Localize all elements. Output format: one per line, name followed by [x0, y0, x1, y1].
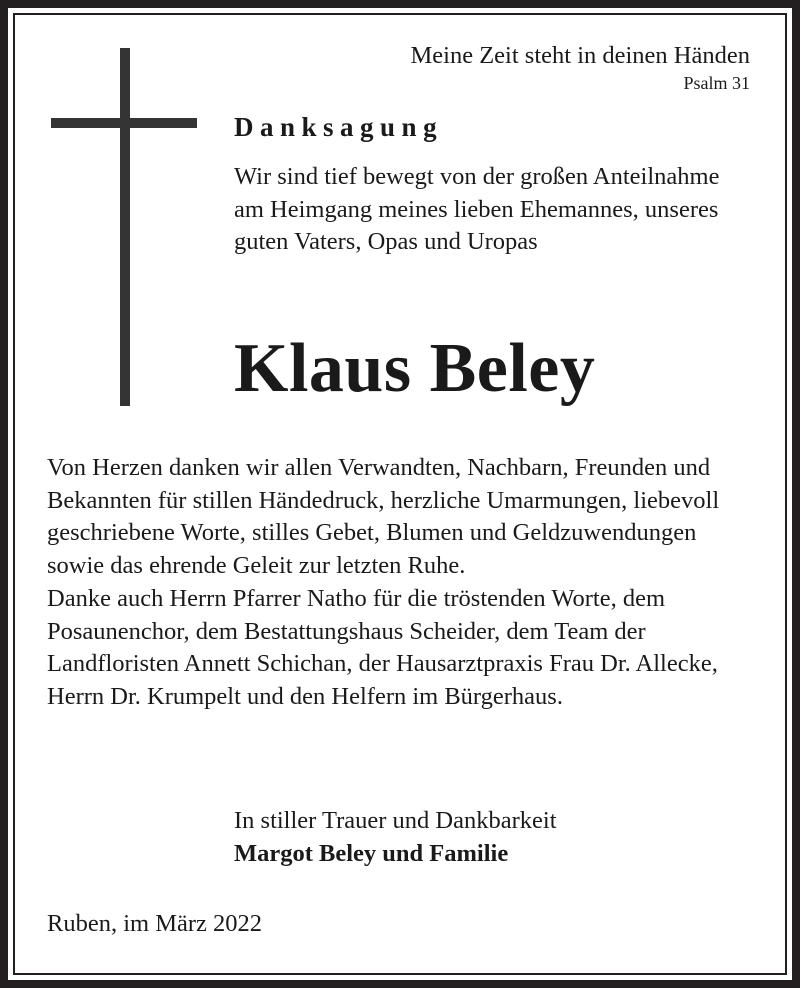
christian-cross-icon — [51, 48, 197, 406]
cross-vertical-bar — [120, 48, 130, 406]
intro-paragraph: Wir sind tief bewegt von der großen Anteilnahme am Heimgang meines lieben Ehemannes, unseres guten Vaters, Opas und Uropas — [234, 163, 720, 256]
closing-sentiment: In stiller Trauer und Dankbarkeit — [234, 807, 557, 834]
bible-verse-source: Psalm 31 — [683, 72, 750, 93]
deceased-name: Klaus Beley — [234, 330, 596, 407]
body-paragraph-1: Von Herzen danken wir allen Verwandten, Nachbarn, Freunden und Bekannten für stillen Händedruck, herzliche Umarmungen, liebevoll geschriebene Worte, stilles Gebet, Blumen und Geldzuwendungen sowie das ehrende Geleit zur letzten Ruhe. — [47, 454, 720, 580]
body-paragraph-2: Danke auch Herrn Pfarrer Natho für die tröstenden Worte, dem Posaunenchor, dem Bestattungshaus Scheider, dem Team der Landfloristen Annett Schichan, der Hausarztpraxis Frau Dr. Allecke, Herrn Dr. Krumpelt und den Helfern im Bürgerhaus. — [47, 584, 718, 710]
cross-horizontal-bar — [51, 118, 197, 128]
bible-verse: Meine Zeit steht in deinen Händen — [410, 42, 750, 69]
header-block — [234, 42, 758, 259]
thank-you-body — [47, 452, 753, 714]
notice-heading: Danksagung — [234, 112, 444, 143]
bereaved-family-name: Margot Beley und Familie — [234, 839, 509, 867]
closing-block — [234, 805, 754, 870]
place-and-date: Ruben, im März 2022 — [47, 910, 263, 937]
